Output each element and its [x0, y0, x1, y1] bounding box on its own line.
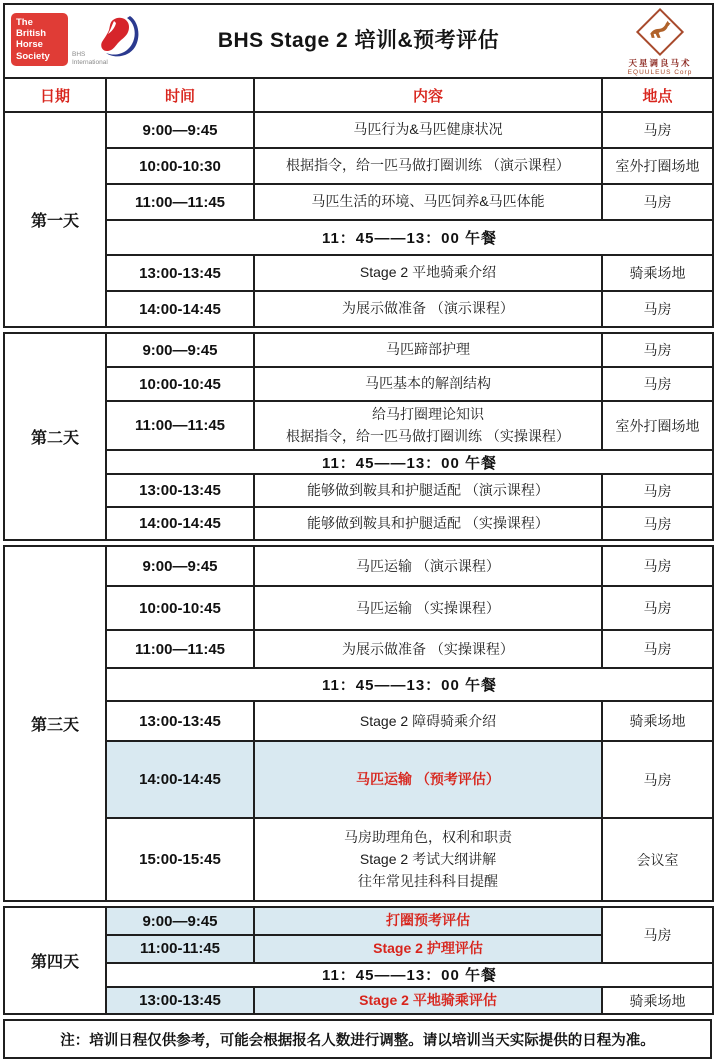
- content-cell: [254, 907, 602, 935]
- content-cell: [254, 255, 602, 291]
- location-cell: 会议室: [602, 818, 713, 901]
- content-line: 往年常见挂科科目提醒: [358, 872, 498, 889]
- content-cell: [254, 741, 602, 818]
- session-row: [4, 474, 713, 507]
- content-cell: [254, 546, 602, 586]
- column-header-time: 时间: [106, 78, 254, 112]
- bhs-logo-line: British: [16, 28, 47, 40]
- content-line: 根据指令，给一匹马做打圈训练 （实操课程）: [286, 427, 570, 444]
- day-label: 第三天: [4, 546, 106, 901]
- session-row: [4, 818, 713, 901]
- column-header-date: 日期: [4, 78, 106, 112]
- content-line: Stage 2 护理评估: [373, 940, 483, 957]
- content-line: 马匹基本的解剖结构: [365, 375, 491, 392]
- time-cell: 11:00—11:45: [106, 401, 254, 450]
- time-cell: 11:00-11:45: [106, 935, 254, 963]
- time-cell: 14:00-14:45: [106, 291, 254, 327]
- lunch-cell: 11：45——13：00 午餐: [106, 220, 713, 255]
- equuleus-name-en: EQUULEUS Corp: [627, 69, 693, 76]
- content-cell: [254, 507, 602, 540]
- location-cell: 马房: [602, 630, 713, 668]
- footer-note: 注：培训日程仅供参考，可能会根据报名人数进行调整。请以培训当天实际提供的日程为准。: [4, 1020, 711, 1058]
- title-row: [4, 4, 713, 78]
- content-line: Stage 2 障碍骑乘介绍: [359, 712, 497, 729]
- content-cell: [254, 401, 602, 450]
- location-cell: 马房: [602, 507, 713, 540]
- session-row: [4, 546, 713, 586]
- time-cell: 13:00-13:45: [106, 474, 254, 507]
- lunch-row: [4, 963, 713, 987]
- location-cell: 马房: [602, 741, 713, 818]
- content-cell: [254, 630, 602, 668]
- bhs-international-line: BHS: [72, 51, 86, 58]
- content-line: 马房助理角色，权利和职责: [344, 829, 512, 846]
- day-label: 第四天: [4, 907, 106, 1014]
- equuleus-diamond: [636, 8, 684, 56]
- content-cell: [254, 586, 602, 630]
- location-cell: 骑乘场地: [602, 987, 713, 1015]
- page-title: BHS Stage 2 培训&预考评估: [217, 29, 500, 52]
- bhs-international-line: International: [72, 58, 108, 66]
- footer-table: [3, 1019, 712, 1059]
- time-cell: 11:00—11:45: [106, 184, 254, 220]
- session-row: [4, 507, 713, 540]
- time-cell: 10:00-10:45: [106, 586, 254, 630]
- day4-rows: [4, 907, 713, 1014]
- time-cell: 10:00-10:30: [106, 148, 254, 184]
- lunch-cell: 11：45——13：00 午餐: [106, 963, 713, 987]
- lunch-row: [4, 668, 713, 701]
- day1-rows: [4, 112, 713, 327]
- session-row: [4, 148, 713, 184]
- content-line: 给马打圈理论知识: [372, 406, 484, 422]
- content-line: Stage 2 平地骑乘介绍: [359, 264, 497, 281]
- time-cell: 11:00—11:45: [106, 630, 254, 668]
- time-cell: 15:00-15:45: [106, 818, 254, 901]
- time-cell: 13:00-13:45: [106, 255, 254, 291]
- time-cell: 9:00—9:45: [106, 546, 254, 586]
- lunch-cell: 11：45——13：00 午餐: [106, 450, 713, 474]
- content-line: 能够做到鞍具和护腿适配 （演示课程）: [307, 482, 549, 499]
- location-cell: 马房: [602, 367, 713, 401]
- day-label: 第二天: [4, 333, 106, 540]
- session-row: [4, 367, 713, 401]
- content-cell: [254, 935, 602, 963]
- column-header-content: 内容: [254, 78, 602, 112]
- location-cell: 马房: [602, 291, 713, 327]
- column-header-row: [4, 78, 713, 112]
- day3-table: [3, 545, 714, 902]
- content-cell: [254, 333, 602, 367]
- content-line: Stage 2 平地骑乘评估: [359, 991, 497, 1008]
- location-cell: 马房: [602, 546, 713, 586]
- time-cell: 9:00—9:45: [106, 333, 254, 367]
- location-cell: 骑乘场地: [602, 701, 713, 741]
- content-cell: [254, 474, 602, 507]
- lunch-row: [4, 220, 713, 255]
- session-row: [4, 255, 713, 291]
- content-line: 马匹运输 （预考评估）: [356, 771, 500, 788]
- time-cell: 14:00-14:45: [106, 507, 254, 540]
- content-cell: [254, 112, 602, 148]
- session-row: [4, 630, 713, 668]
- location-cell: 马房: [602, 474, 713, 507]
- time-cell: 9:00—9:45: [106, 112, 254, 148]
- content-cell: [254, 148, 602, 184]
- content-line: 根据指令，给一匹马做打圈训练 （演示课程）: [286, 157, 570, 174]
- content-line: 马匹运输 （实操课程）: [356, 599, 500, 616]
- content-line: 打圈预考评估: [386, 912, 470, 929]
- session-row: [4, 333, 713, 367]
- location-cell: 马房: [602, 112, 713, 148]
- content-line: 能够做到鞍具和护腿适配 （实操课程）: [307, 515, 549, 532]
- day2-rows: [4, 333, 713, 540]
- day3-rows: [4, 546, 713, 901]
- content-line: 马匹生活的环境、马匹饲养&马匹体能: [311, 193, 545, 210]
- session-row: [4, 291, 713, 327]
- content-line: 为展示做准备 （演示课程）: [342, 300, 514, 317]
- location-cell: 骑乘场地: [602, 255, 713, 291]
- content-line: 马匹行为&马匹健康状况: [353, 121, 503, 138]
- location-cell: 马房: [602, 333, 713, 367]
- session-row: [4, 987, 713, 1015]
- session-row: [4, 701, 713, 741]
- location-cell: 马房: [602, 184, 713, 220]
- time-cell: 13:00-13:45: [106, 701, 254, 741]
- lunch-row: [4, 450, 713, 474]
- time-cell: 9:00—9:45: [106, 907, 254, 935]
- content-line: 马匹运输 （演示课程）: [356, 557, 500, 574]
- session-row: [4, 907, 713, 935]
- equuleus-logo: [622, 9, 698, 76]
- content-cell: [254, 701, 602, 741]
- content-line: 为展示做准备 （实操课程）: [342, 640, 514, 657]
- galloping-horse-icon: [647, 19, 673, 46]
- equuleus-name-cn: 天星调良马术: [628, 58, 692, 68]
- title-bar: [5, 5, 712, 77]
- content-cell: [254, 367, 602, 401]
- footer-row: [4, 1020, 711, 1058]
- content-cell: [254, 818, 602, 901]
- content-line: 马匹蹄部护理: [386, 341, 470, 358]
- bhs-logo-line: Society: [16, 50, 50, 62]
- session-row: [4, 401, 713, 450]
- lunch-cell: 11：45——13：00 午餐: [106, 668, 713, 701]
- location-cell: 马房: [602, 586, 713, 630]
- time-cell: 14:00-14:45: [106, 741, 254, 818]
- content-cell: [254, 987, 602, 1015]
- day4-table: [3, 906, 714, 1015]
- column-header-location: 地点: [602, 78, 713, 112]
- session-row: [4, 586, 713, 630]
- content-line: Stage 2 考试大纲讲解: [359, 851, 497, 868]
- time-cell: 10:00-10:45: [106, 367, 254, 401]
- bhs-logo-line: Horse: [16, 39, 43, 51]
- location-cell: 室外打圈场地: [602, 401, 713, 450]
- session-row: [4, 112, 713, 148]
- location-cell: 室外打圈场地: [602, 148, 713, 184]
- session-row: [4, 741, 713, 818]
- title-and-day1-table: [3, 3, 714, 328]
- content-cell: [254, 291, 602, 327]
- day2-table: [3, 332, 714, 541]
- title-cell: [4, 4, 713, 78]
- content-cell: [254, 184, 602, 220]
- session-row: [4, 184, 713, 220]
- day-label: 第一天: [4, 112, 106, 327]
- time-cell: 13:00-13:45: [106, 987, 254, 1015]
- bhs-logo-line: The: [16, 17, 33, 28]
- location-cell: 马房: [602, 907, 713, 962]
